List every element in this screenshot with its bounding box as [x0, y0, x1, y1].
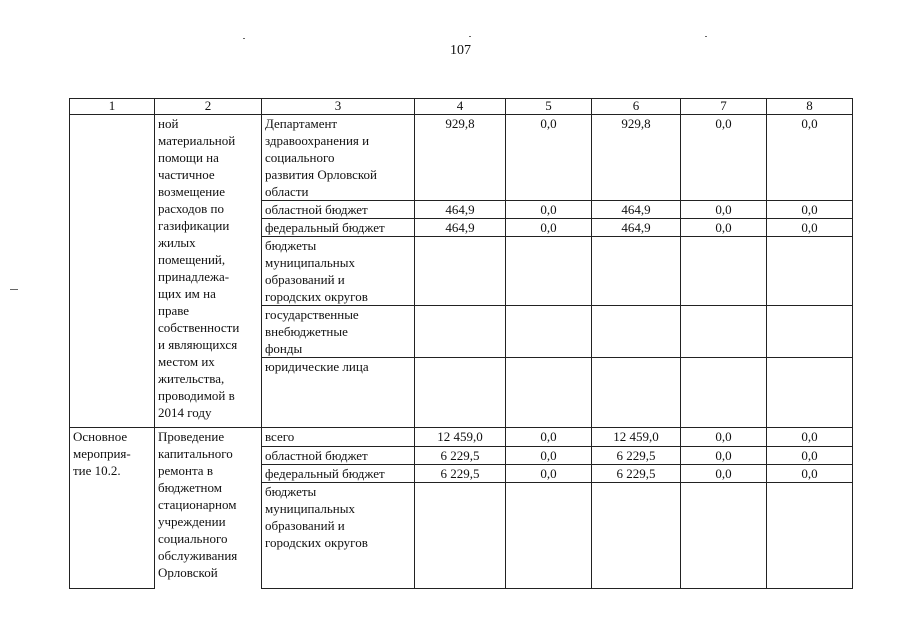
- text-line: всего: [265, 429, 295, 444]
- amount-cell: 0,0: [681, 219, 767, 237]
- column-number: 3: [262, 99, 415, 115]
- amount-cell: 0,0: [506, 201, 592, 219]
- text-line: городских округов: [265, 535, 368, 550]
- column-number: 2: [155, 99, 262, 115]
- text-line: щих им на: [158, 286, 216, 301]
- amount-cell: [506, 306, 592, 358]
- amount-cell: [681, 237, 767, 306]
- text-line: расходов по: [158, 201, 224, 216]
- amount-cell: [415, 483, 506, 589]
- amount-cell: 0,0: [681, 201, 767, 219]
- amount-cell: 0,0: [506, 465, 592, 483]
- amount-cell: [767, 358, 853, 428]
- text-line: социального: [158, 531, 228, 546]
- column-number: 7: [681, 99, 767, 115]
- amount-cell: 0,0: [767, 115, 853, 201]
- amount-cell: 6 229,5: [415, 447, 506, 465]
- amount-cell: [415, 237, 506, 306]
- budget-table: [69, 98, 853, 589]
- text-line: городских округов: [265, 289, 368, 304]
- amount-cell: [415, 306, 506, 358]
- text-line: частичное: [158, 167, 215, 182]
- text-line: бюджеты: [265, 238, 317, 253]
- amount-cell: [767, 237, 853, 306]
- amount-cell: 6 229,5: [415, 465, 506, 483]
- table-row: [70, 428, 853, 447]
- text-line: областной бюджет: [265, 202, 368, 217]
- funding-source-cell: [262, 219, 415, 237]
- text-line: мероприя-: [73, 446, 131, 461]
- amount-cell: 0,0: [506, 428, 592, 447]
- text-line: стационарном: [158, 497, 237, 512]
- column-number: 1: [70, 99, 155, 115]
- text-line: местом их: [158, 354, 215, 369]
- funding-source-cell: [262, 428, 415, 447]
- funding-source-cell: [262, 115, 415, 201]
- amount-cell: 464,9: [415, 219, 506, 237]
- text-line: ремонта в: [158, 463, 213, 478]
- amount-cell: [681, 483, 767, 589]
- amount-cell: 0,0: [767, 465, 853, 483]
- amount-cell: 6 229,5: [592, 447, 681, 465]
- amount-cell: 12 459,0: [592, 428, 681, 447]
- activity-code-cell: [70, 115, 155, 428]
- amount-cell: 0,0: [681, 115, 767, 201]
- text-line: Проведение: [158, 429, 225, 444]
- text-line: внебюджетные: [265, 324, 348, 339]
- amount-cell: 6 229,5: [592, 465, 681, 483]
- text-line: Основное: [73, 429, 128, 444]
- funding-source-cell: [262, 483, 415, 589]
- text-line: социального: [265, 150, 335, 165]
- funding-source-cell: [262, 201, 415, 219]
- text-line: областной бюджет: [265, 448, 368, 463]
- amount-cell: [681, 358, 767, 428]
- text-line: бюджеты: [265, 484, 317, 499]
- activity-description-cell: [155, 115, 262, 428]
- amount-cell: 0,0: [506, 219, 592, 237]
- funding-source-cell: [262, 358, 415, 428]
- text-line: бюджетном: [158, 480, 222, 495]
- text-line: фонды: [265, 341, 303, 356]
- funding-source-cell: [262, 237, 415, 306]
- amount-cell: [506, 358, 592, 428]
- text-line: помещений,: [158, 252, 226, 267]
- column-number: 5: [506, 99, 592, 115]
- text-line: собственности: [158, 320, 240, 335]
- amount-cell: [592, 306, 681, 358]
- amount-cell: [592, 237, 681, 306]
- text-line: образований и: [265, 272, 345, 287]
- scan-speck: [243, 38, 245, 39]
- table-row: [70, 115, 853, 201]
- amount-cell: [592, 358, 681, 428]
- text-line: принадлежа-: [158, 269, 230, 284]
- text-line: федеральный бюджет: [265, 466, 385, 481]
- amount-cell: [506, 237, 592, 306]
- activity-description-cell: [155, 428, 262, 589]
- amount-cell: [767, 483, 853, 589]
- amount-cell: [767, 306, 853, 358]
- text-line: муниципальных: [265, 501, 356, 516]
- text-line: праве: [158, 303, 190, 318]
- amount-cell: 929,8: [415, 115, 506, 201]
- amount-cell: 0,0: [767, 428, 853, 447]
- scan-speck: [705, 36, 707, 37]
- text-line: жительства,: [158, 371, 225, 386]
- amount-cell: 0,0: [681, 447, 767, 465]
- text-line: государственные: [265, 307, 359, 322]
- scan-speck: [10, 289, 18, 290]
- column-number: 8: [767, 99, 853, 115]
- amount-cell: [506, 483, 592, 589]
- amount-cell: 929,8: [592, 115, 681, 201]
- page-number: 107: [450, 43, 471, 58]
- text-line: ной: [158, 116, 179, 131]
- text-line: юридические лица: [265, 359, 369, 374]
- text-line: федеральный бюджет: [265, 220, 385, 235]
- activity-code-cell: [70, 428, 155, 589]
- text-line: газификации: [158, 218, 230, 233]
- amount-cell: 0,0: [681, 465, 767, 483]
- amount-cell: 464,9: [415, 201, 506, 219]
- amount-cell: 0,0: [506, 115, 592, 201]
- text-line: материальной: [158, 133, 236, 148]
- text-line: и являющихся: [158, 337, 238, 352]
- funding-source-cell: [262, 306, 415, 358]
- text-line: тие 10.2.: [73, 463, 121, 478]
- amount-cell: 0,0: [681, 428, 767, 447]
- amount-cell: [681, 306, 767, 358]
- funding-source-cell: [262, 465, 415, 483]
- text-line: проводимой в: [158, 388, 235, 403]
- funding-source-cell: [262, 447, 415, 465]
- amount-cell: 464,9: [592, 201, 681, 219]
- amount-cell: [592, 483, 681, 589]
- text-line: муниципальных: [265, 255, 356, 270]
- column-number-row: [70, 99, 853, 115]
- text-line: Орловской: [158, 565, 218, 580]
- amount-cell: 0,0: [506, 447, 592, 465]
- amount-cell: 12 459,0: [415, 428, 506, 447]
- amount-cell: 0,0: [767, 447, 853, 465]
- amount-cell: 0,0: [767, 219, 853, 237]
- column-number: 4: [415, 99, 506, 115]
- text-line: возмещение: [158, 184, 225, 199]
- text-line: области: [265, 184, 309, 199]
- column-number: 6: [592, 99, 681, 115]
- amount-cell: 0,0: [767, 201, 853, 219]
- text-line: 2014 году: [158, 405, 212, 420]
- text-line: развития Орловской: [265, 167, 378, 182]
- text-line: образований и: [265, 518, 345, 533]
- scan-speck: [469, 36, 471, 37]
- text-line: здравоохранения и: [265, 133, 370, 148]
- text-line: капитального: [158, 446, 233, 461]
- text-line: учреждении: [158, 514, 226, 529]
- text-line: помощи на: [158, 150, 219, 165]
- text-line: обслуживания: [158, 548, 238, 563]
- amount-cell: [415, 358, 506, 428]
- text-line: жилых: [158, 235, 196, 250]
- text-line: Департамент: [265, 116, 338, 131]
- amount-cell: 464,9: [592, 219, 681, 237]
